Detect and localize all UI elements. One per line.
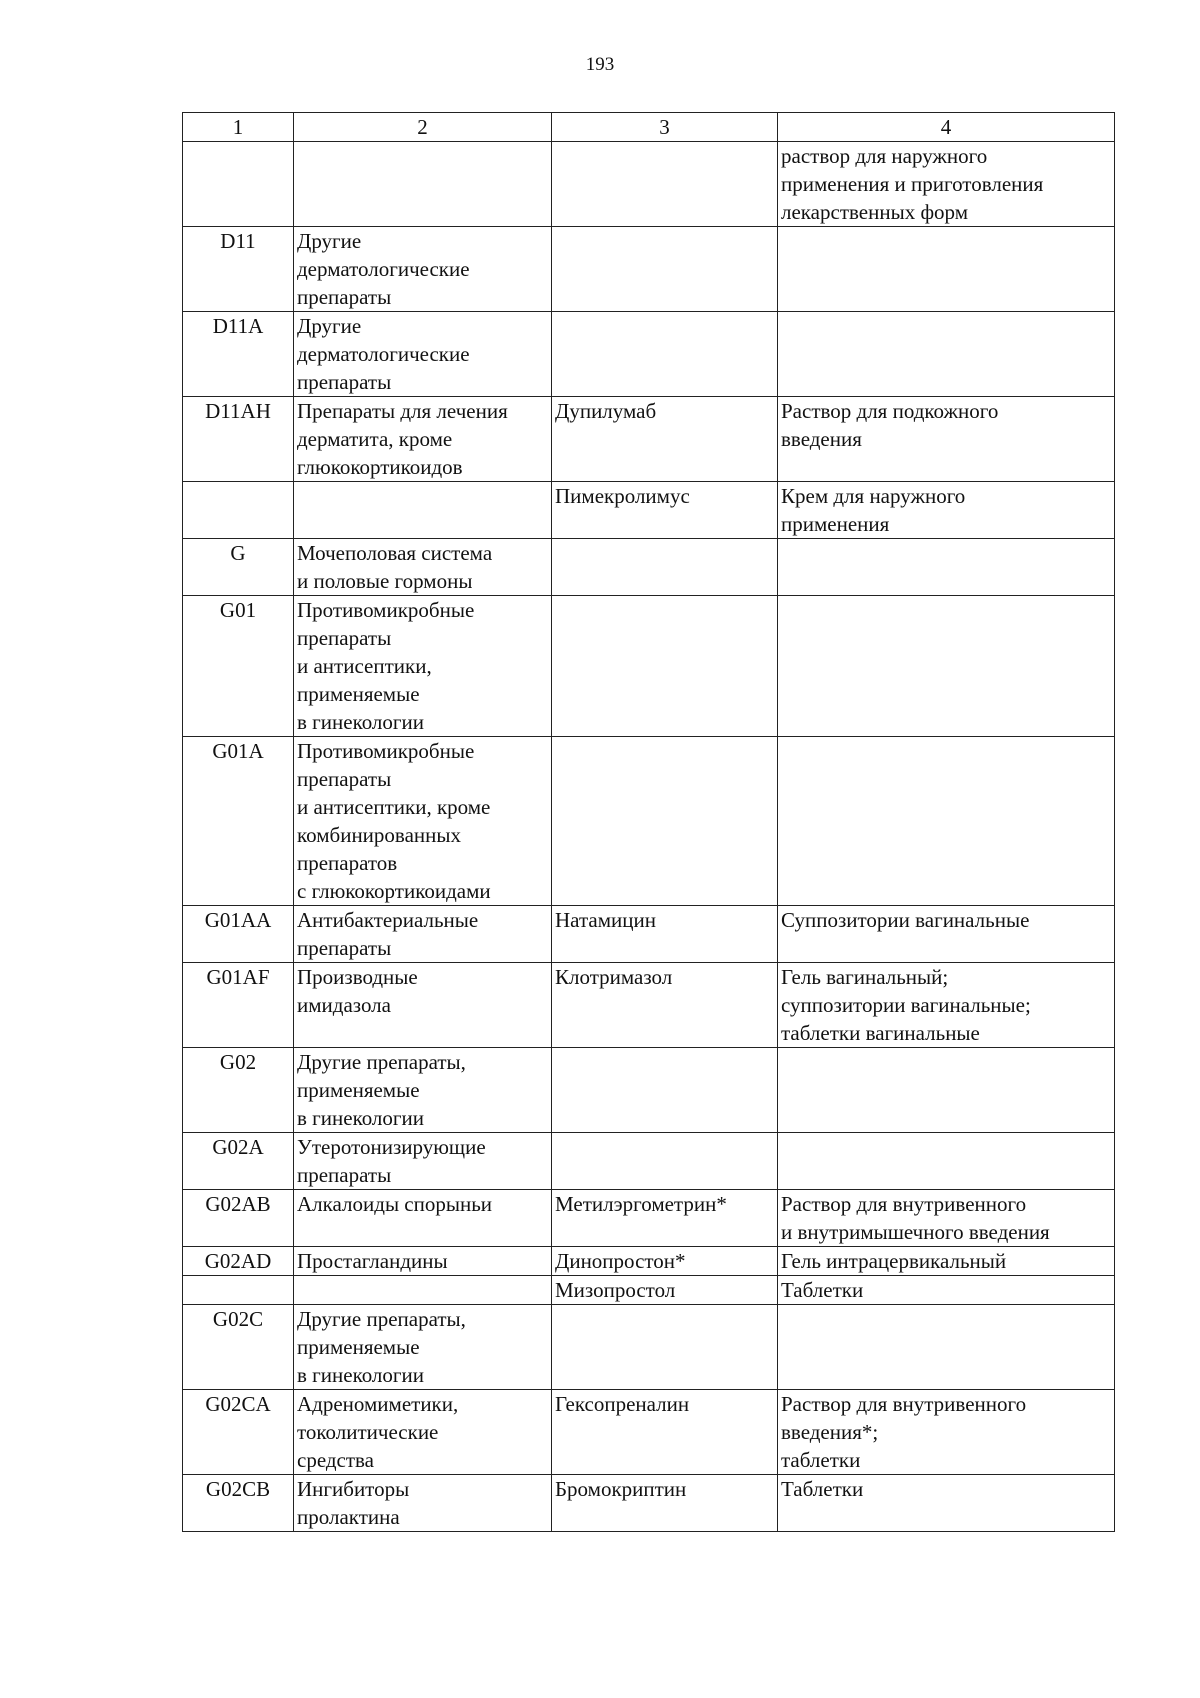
dosage-form-cell: Крем для наружного применения: [778, 482, 1115, 539]
drug-name-cell: Метилэргометрин*: [552, 1190, 778, 1247]
table-row: [183, 397, 1115, 482]
dosage-form-cell: [778, 312, 1115, 397]
drug-name-cell: [552, 539, 778, 596]
table-header-row: [183, 113, 1115, 142]
table-row: [183, 596, 1115, 737]
dosage-form-cell: [778, 596, 1115, 737]
drug-name-cell: Бромокриптин: [552, 1475, 778, 1532]
group-name-cell: Антибактериальные препараты: [294, 906, 552, 963]
atc-code-cell: G02AD: [183, 1247, 294, 1276]
dosage-form-cell: Таблетки: [778, 1475, 1115, 1532]
drug-name-cell: Мизопростол: [552, 1276, 778, 1305]
drug-name-cell: [552, 227, 778, 312]
drug-name-cell: [552, 596, 778, 737]
table-row: [183, 312, 1115, 397]
dosage-form-cell: [778, 737, 1115, 906]
atc-code-cell: G01A: [183, 737, 294, 906]
atc-code-cell: [183, 1276, 294, 1305]
column-header-3: 3: [552, 113, 778, 142]
dosage-form-cell: Таблетки: [778, 1276, 1115, 1305]
drug-name-cell: [552, 1133, 778, 1190]
group-name-cell: Другие препараты, применяемые в гинекологии: [294, 1305, 552, 1390]
table-row: [183, 1276, 1115, 1305]
group-name-cell: Препараты для лечения дерматита, кроме глюкокортикоидов: [294, 397, 552, 482]
atc-code-cell: G01AA: [183, 906, 294, 963]
group-name-cell: Противомикробные препараты и антисептики, кроме комбинированных препаратов с глюкокортикоидами: [294, 737, 552, 906]
drug-name-cell: [552, 737, 778, 906]
drug-name-cell: Пимекролимус: [552, 482, 778, 539]
drug-name-cell: Гексопреналин: [552, 1390, 778, 1475]
dosage-form-cell: раствор для наружного применения и приготовления лекарственных форм: [778, 142, 1115, 227]
drug-name-cell: Дупилумаб: [552, 397, 778, 482]
drug-name-cell: [552, 142, 778, 227]
atc-code-cell: G02CB: [183, 1475, 294, 1532]
dosage-form-cell: [778, 1305, 1115, 1390]
drug-name-cell: [552, 1048, 778, 1133]
group-name-cell: Утеротонизирующие препараты: [294, 1133, 552, 1190]
dosage-form-cell: Раствор для внутривенного и внутримышечного введения: [778, 1190, 1115, 1247]
group-name-cell: Алкалоиды спорыньи: [294, 1190, 552, 1247]
table-row: [183, 482, 1115, 539]
atc-code-cell: G02AB: [183, 1190, 294, 1247]
group-name-cell: [294, 1276, 552, 1305]
drug-table: [182, 112, 1115, 1532]
table-row: [183, 906, 1115, 963]
dosage-form-cell: [778, 227, 1115, 312]
table-row: [183, 963, 1115, 1048]
atc-code-cell: D11A: [183, 312, 294, 397]
table-row: [183, 737, 1115, 906]
dosage-form-cell: [778, 1048, 1115, 1133]
atc-code-cell: G02: [183, 1048, 294, 1133]
drug-name-cell: Динопростон*: [552, 1247, 778, 1276]
dosage-form-cell: Суппозитории вагинальные: [778, 906, 1115, 963]
group-name-cell: [294, 142, 552, 227]
atc-code-cell: G02CA: [183, 1390, 294, 1475]
group-name-cell: Другие препараты, применяемые в гинекологии: [294, 1048, 552, 1133]
group-name-cell: Ингибиторы пролактина: [294, 1475, 552, 1532]
atc-code-cell: G: [183, 539, 294, 596]
column-header-2: 2: [294, 113, 552, 142]
dosage-form-cell: Гель интрацервикальный: [778, 1247, 1115, 1276]
atc-code-cell: D11AH: [183, 397, 294, 482]
atc-code-cell: G01: [183, 596, 294, 737]
atc-code-cell: G02A: [183, 1133, 294, 1190]
table-body: [183, 142, 1115, 1532]
drug-name-cell: [552, 312, 778, 397]
drug-name-cell: Клотримазол: [552, 963, 778, 1048]
dosage-form-cell: Раствор для подкожного введения: [778, 397, 1115, 482]
dosage-form-cell: [778, 539, 1115, 596]
column-header-4: 4: [778, 113, 1115, 142]
group-name-cell: Другие дерматологические препараты: [294, 312, 552, 397]
group-name-cell: [294, 482, 552, 539]
table-row: [183, 1475, 1115, 1532]
table-row: [183, 1133, 1115, 1190]
dosage-form-cell: [778, 1133, 1115, 1190]
group-name-cell: Адреномиметики, токолитические средства: [294, 1390, 552, 1475]
table-row: [183, 539, 1115, 596]
group-name-cell: Другие дерматологические препараты: [294, 227, 552, 312]
dosage-form-cell: Гель вагинальный; суппозитории вагинальные; таблетки вагинальные: [778, 963, 1115, 1048]
table-row: [183, 142, 1115, 227]
page-number: 193: [585, 54, 615, 75]
table-row: [183, 1390, 1115, 1475]
group-name-cell: Мочеполовая система и половые гормоны: [294, 539, 552, 596]
table-row: [183, 1190, 1115, 1247]
group-name-cell: Простагландины: [294, 1247, 552, 1276]
drug-name-cell: [552, 1305, 778, 1390]
column-header-1: 1: [183, 113, 294, 142]
atc-code-cell: [183, 482, 294, 539]
group-name-cell: Противомикробные препараты и антисептики, применяемые в гинекологии: [294, 596, 552, 737]
table-row: [183, 1305, 1115, 1390]
atc-code-cell: G01AF: [183, 963, 294, 1048]
table-row: [183, 1048, 1115, 1133]
atc-code-cell: D11: [183, 227, 294, 312]
atc-code-cell: [183, 142, 294, 227]
dosage-form-cell: Раствор для внутривенного введения*; таблетки: [778, 1390, 1115, 1475]
table-row: [183, 1247, 1115, 1276]
drug-name-cell: Натамицин: [552, 906, 778, 963]
group-name-cell: Производные имидазола: [294, 963, 552, 1048]
atc-code-cell: G02C: [183, 1305, 294, 1390]
table-row: [183, 227, 1115, 312]
